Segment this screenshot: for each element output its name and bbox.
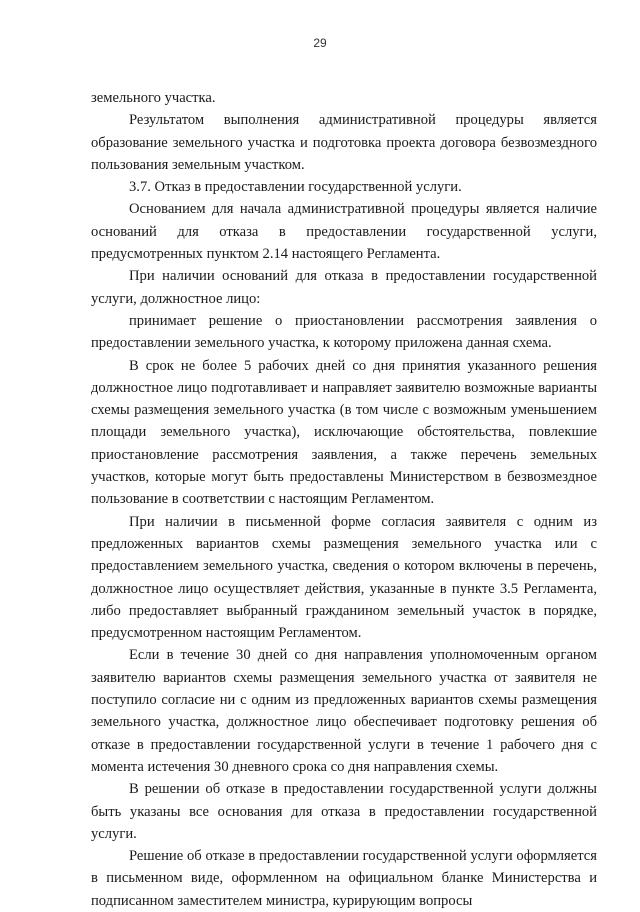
document-body [91, 87, 597, 912]
paragraph-10: В решении об отказе в предоставлении государственной услуги должны быть указаны все основания для отказа в предоставлении государственной услуги. [91, 781, 597, 842]
paragraph-6: принимает решение о приостановлении рассмотрения заявления о предоставлении земельного участка, к которому приложена данная схема. [91, 312, 597, 352]
paragraph-2: Результатом выполнения административной процедуры является образование земельного участка и подготовка проекта договора безвозмездного пользования земельным участком. [91, 112, 597, 173]
paragraph-4: Основанием для начала административной процедуры является наличие оснований для отказа в предоставлении государственной услуги, предусмотренных пунктом 2.14 настоящего Регламента. [91, 201, 597, 263]
paragraph-8: При наличии в письменной форме согласия заявителя с одним из предложенных вариантов схемы размещения земельного участка или с предоставлением земельного участка, сведения о котором включены в перечень, должностное лицо осуществляет действия, указанные в пункте 3.5 Регламента, либо предоставляет выбранный гражданином земельный участок в порядке, предусмотренном настоящим Регламентом. [91, 513, 597, 642]
page-number: 29 [313, 36, 327, 50]
paragraph-9: Если в течение 30 дней со дня направления уполномоченным органом заявителю вариантов схемы размещения земельного участка от заявителя не поступило согласие ни с одним из предложенных вариантов схемы размещения земельного участка, должностное лицо обеспечивает подготовку решения об отказе в предоставлении государственной услуги в течение 1 рабочего дня с момента истечения 30 дневного срока со дня направления схемы. [91, 647, 597, 775]
paragraph-5: При наличии оснований для отказа в предоставлении государственной услуги, должностное лицо: [91, 268, 597, 307]
paragraph-1: земельного участка. [91, 90, 216, 106]
paragraph-3-section-heading: 3.7. Отказ в предоставлении государственной услуги. [129, 179, 462, 196]
paragraph-11: Решение об отказе в предоставлении государственной услуги оформляется в письменном виде, оформленном на официальном бланке Министерства и подписанном заместителем министра, курирующим вопросы [91, 848, 597, 909]
paragraph-7: В срок не более 5 рабочих дней со дня принятия указанного решения должностное лицо подготавливает и направляет заявителю возможные варианты схемы размещения земельного участка (в том числе с возможным уменьшением площади земельного участка), исключающие обстоятельства, повлекшие приостановление рассмотрения заявления, а также перечень земельных участков, которые могут быть предоставлены Министерством в безвозмездное пользование в соответствии с настоящим Регламентом. [91, 357, 597, 508]
